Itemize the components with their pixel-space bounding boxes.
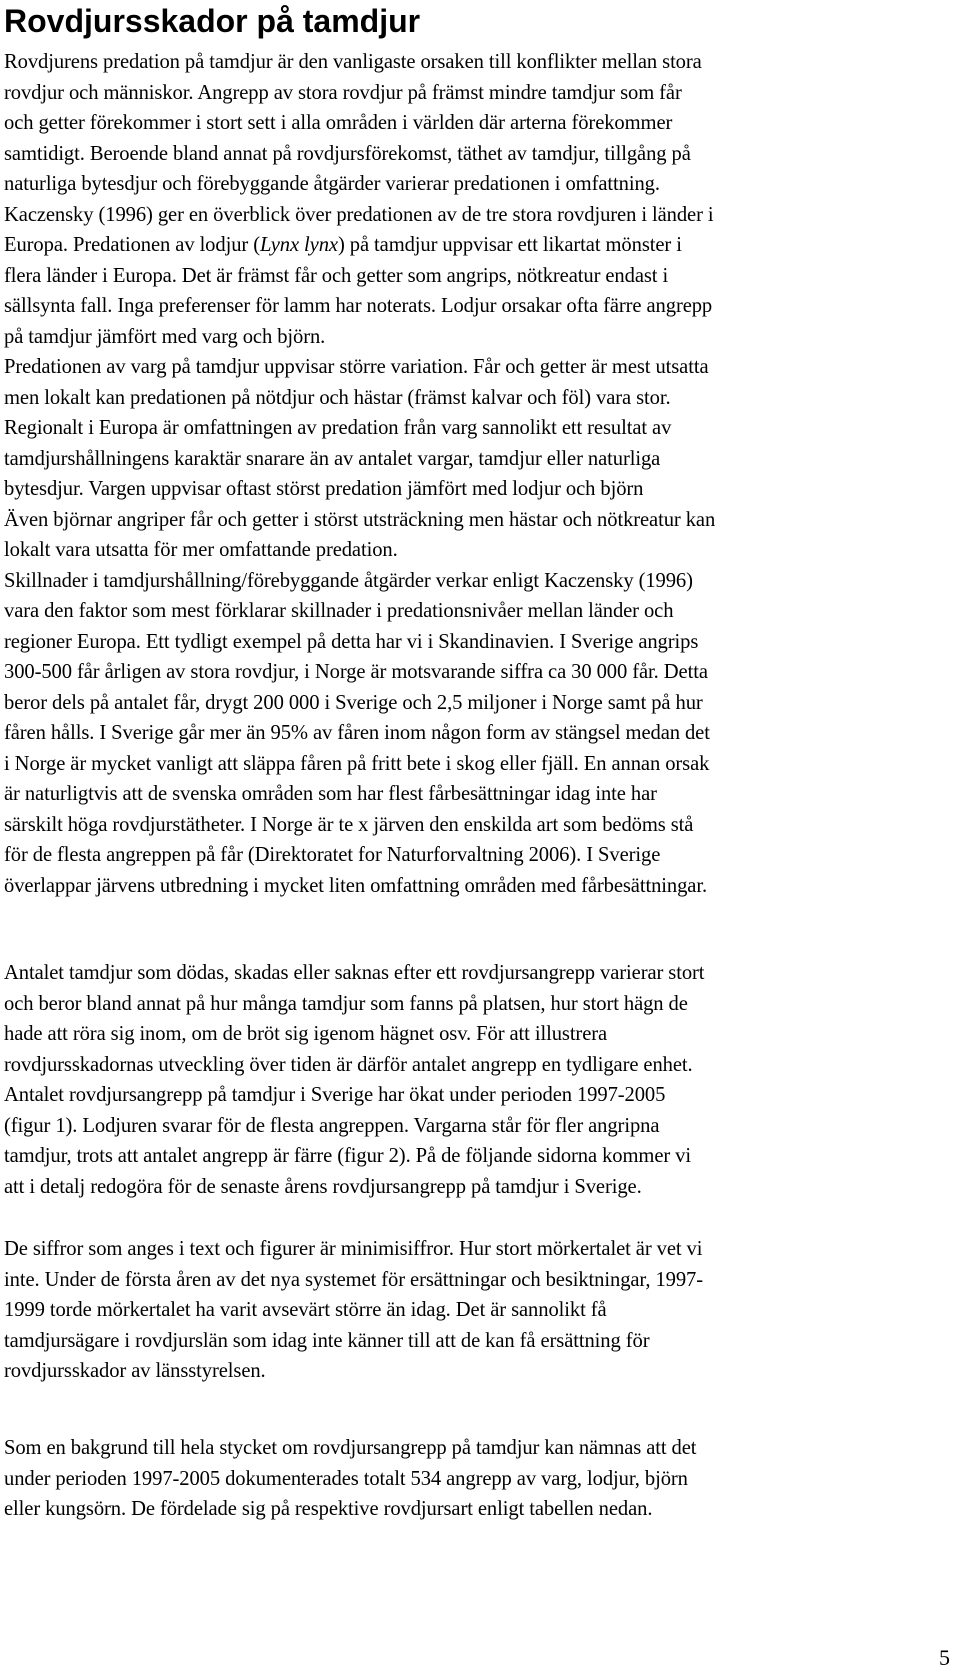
text-line: under perioden 1997-2005 dokumenterades totalt 534 angrepp av varg, lodjur, björn: [4, 1467, 688, 1490]
text-line: bytesdjur. Vargen uppvisar oftast störst predation jämfört med lodjur och björn: [4, 478, 644, 500]
text-line: och beror bland annat på hur många tamdjur som fanns på platsen, hur stort hägn de: [4, 992, 688, 1015]
text-line: eller kungsörn. De fördelade sig på respektive rovdjursart enligt tabellen nedan.: [4, 1498, 653, 1520]
paragraph-attack-counts: [4, 958, 954, 1202]
text-line: Rovdjurens predation på tamdjur är den vanligaste orsaken till konflikter mellan stora: [4, 51, 702, 73]
text-line: rovdjursskador av länsstyrelsen.: [4, 1360, 266, 1382]
text-line: att i detalj redogöra för de senaste årens rovdjursangrepp på tamdjur i Sverige.: [4, 1175, 642, 1198]
paragraph-predation-overview: [4, 47, 954, 901]
text-line: tamdjursägare i rovdjurslän som idag inte känner till att de kan få ersättning för: [4, 1329, 650, 1352]
text-line: regioner Europa. Ett tydligt exempel på detta har vi i Skandinavien. I Sverige angrips: [4, 630, 699, 653]
text-line: i Norge är mycket vanligt att släppa fåren på fritt bete i skog eller fjäll. En annan orsak: [4, 752, 710, 775]
text-line: Predationen av varg på tamdjur uppvisar större variation. Får och getter är mest utsatta: [4, 356, 709, 378]
text-line: överlappar järvens utbredning i mycket liten omfattning områden med fårbesättningar.: [4, 874, 707, 897]
text-line: fåren hålls. I Sverige går mer än 95% av fåren inom någon form av stängsel medan det: [4, 722, 710, 744]
text-line: och getter förekommer i stort sett i alla områden i världen där arterna förekommer: [4, 112, 673, 134]
paragraph-minimum-figures: [4, 1234, 954, 1387]
text-line: samtidigt. Beroende bland annat på rovdjursförekomst, täthet av tamdjur, tillgång på: [4, 142, 691, 165]
text-line: men lokalt kan predationen på nötdjur och hästar (främst kalvar och föl) vara stor.: [4, 386, 671, 409]
text-line: flera länder i Europa. Det är främst får och getter som angrips, nötkreatur endast i: [4, 264, 669, 287]
species-name: Lynx lynx: [259, 234, 338, 256]
text-line: Kaczensky (1996) ger en överblick över predationen av de tre stora rovdjuren i länder i: [4, 203, 714, 226]
text-line: hade att röra sig inom, om de bröt sig igenom hägnet osv. För att illustrera: [4, 1023, 608, 1045]
page-title: Rovdjursskador på tamdjur: [4, 3, 421, 39]
text-line: beror dels på antalet får, drygt 200 000 i Sverige och 2,5 miljoner i Norge samt på hur: [4, 691, 703, 714]
text-line: Europa. Predationen av lodjur (Lynx lynx) på tamdjur uppvisar ett likartat mönster i: [4, 234, 682, 256]
text-line: 300-500 får årligen av stora rovdjur, i Norge är motsvarande siffra ca 30 000 får. Detta: [4, 661, 708, 683]
text-line: lokalt vara utsatta för mer omfattande predation.: [4, 539, 398, 561]
paragraph-background-total: [4, 1433, 954, 1525]
text-line: sällsynta fall. Inga preferenser för lamm har noterats. Lodjur orsakar ofta färre angrepp: [4, 295, 713, 317]
text-line: De siffror som anges i text och figurer är minimisiffror. Hur stort mörkertalet är vet vi: [4, 1238, 703, 1260]
text-line: 1999 torde mörkertalet ha varit avsevärt större än idag. Det är sannolikt få: [4, 1299, 607, 1321]
text-line: Regionalt i Europa är omfattningen av predation från varg sannolikt ett resultat av: [4, 417, 672, 439]
text-line: särskilt höga rovdjurstätheter. I Norge är te x järven den enskilda art som bedöms stå: [4, 813, 694, 836]
text-line: Antalet tamdjur som dödas, skadas eller saknas efter ett rovdjursangrepp varierar stort: [4, 962, 705, 984]
text-line: inte. Under de första åren av det nya systemet för ersättningar och besiktningar, 1997-: [4, 1268, 704, 1291]
text-line: tamdjur, trots att antalet angrepp är färre (figur 2). På de följande sidorna kommer vi: [4, 1145, 691, 1167]
text-line: (figur 1). Lodjuren svarar för de flesta angreppen. Vargarna står för fler angripna: [4, 1114, 660, 1137]
text-line: Skillnader i tamdjurshållning/förebyggande åtgärder verkar enligt Kaczensky (1996): [4, 569, 693, 592]
text-line: rovdjur och människor. Angrepp av stora rovdjur på främst mindre tamdjur som får: [4, 81, 682, 104]
page-number: 5: [939, 1645, 950, 1670]
text-line: Som en bakgrund till hela stycket om rovdjursangrepp på tamdjur kan nämnas att det: [4, 1437, 697, 1459]
text-line: rovdjursskadornas utveckling över tiden är därför antalet angrepp en tydligare enhet.: [4, 1053, 693, 1076]
text-line: tamdjurshållningens karaktär snarare än av antalet vargar, tamdjur eller naturliga: [4, 447, 661, 470]
text-line: för de flesta angreppen på får (Direktoratet for Naturforvaltning 2006). I Sverige: [4, 844, 661, 866]
text-line: är naturligtvis att de svenska områden som har flest fårbesättningar idag inte har: [4, 783, 657, 805]
text-line: Antalet rovdjursangrepp på tamdjur i Sverige har ökat under perioden 1997-2005: [4, 1084, 666, 1106]
text-line: vara den faktor som mest förklarar skillnader i predationsnivåer mellan länder och: [4, 600, 674, 622]
text-line: naturliga bytesdjur och förebyggande åtgärder varierar predationen i omfattning.: [4, 173, 660, 195]
text-line: Även björnar angriper får och getter i störst utsträckning men hästar och nötkreatur kan: [4, 508, 716, 531]
text-line: på tamdjur jämfört med varg och björn.: [4, 325, 326, 348]
